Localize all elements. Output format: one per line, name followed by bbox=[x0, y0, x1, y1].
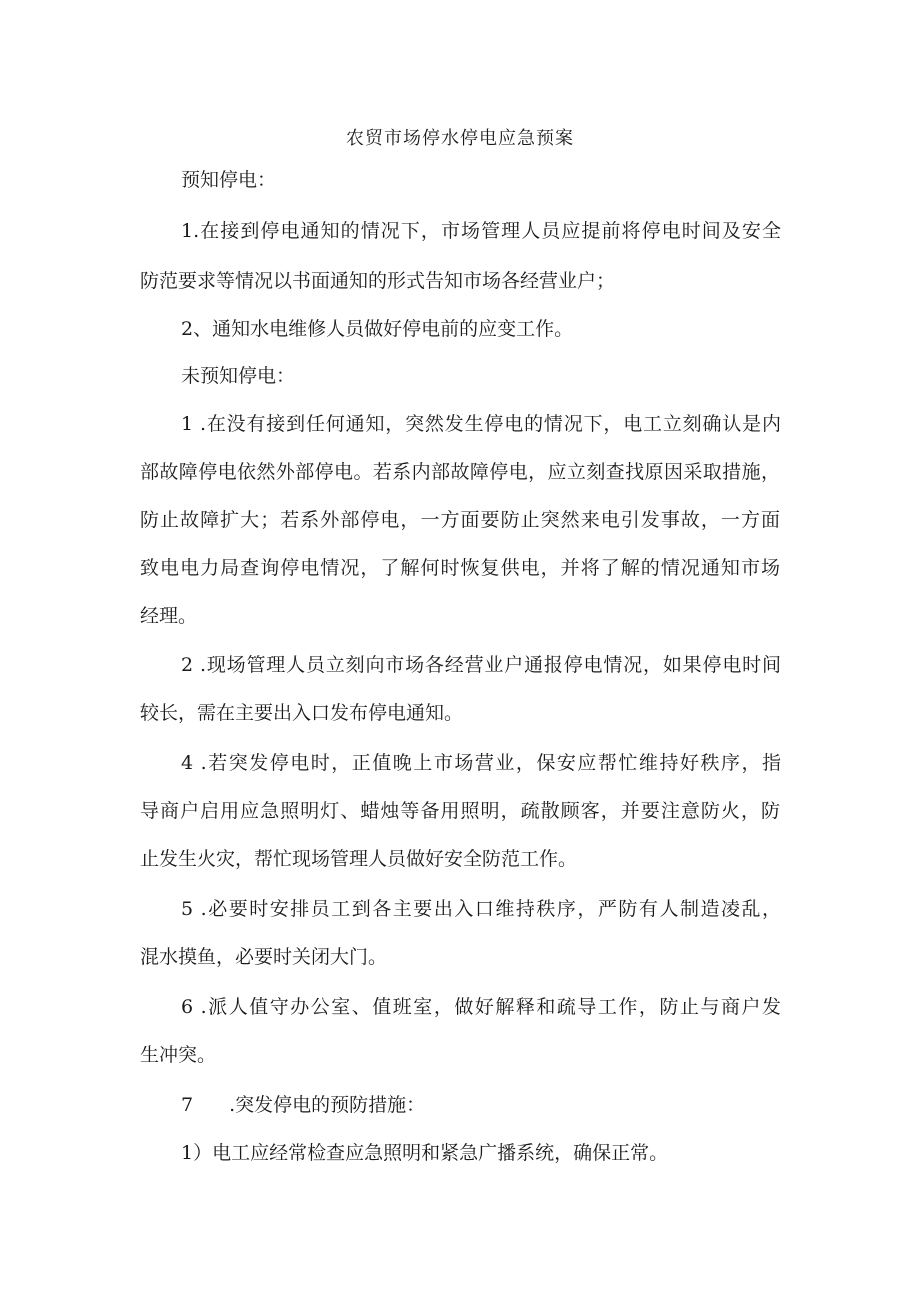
section-heading-unplanned-outage: 未预知停电： bbox=[181, 365, 296, 387]
paragraph-line: 致电电力局查询停电情况，了解何时恢复供电，并将了解的情况通知市场 bbox=[140, 557, 780, 579]
paragraph-line: 混水摸鱼，必要时关闭大门。 bbox=[140, 946, 388, 968]
paragraph-line: 1 .在没有接到任何通知，突然发生停电的情况下，电工立刻确认是内 bbox=[181, 413, 781, 435]
paragraph-line: 2 .现场管理人员立刻向市场各经营业户通报停电情况，如果停电时间 bbox=[181, 654, 781, 676]
paragraph-line: 较长，需在主要出入口发布停电通知。 bbox=[140, 702, 464, 724]
item-7-line bbox=[181, 1091, 425, 1119]
paragraph-line: 2、通知水电维修人员做好停电前的应变工作。 bbox=[181, 318, 574, 340]
paragraph-line: 4 .若突发停电时，正值晚上市场营业，保安应帮忙维持好秩序，指 bbox=[181, 752, 781, 774]
paragraph-line: 部故障停电依然外部停电。若系内部故障停电，应立刻查找原因采取措施， bbox=[140, 461, 780, 483]
item-7-text: .突发停电的预防措施： bbox=[229, 1094, 426, 1116]
paragraph-line: 6 .派人值守办公室、值班室，做好解释和疏导工作，防止与商户发 bbox=[181, 996, 781, 1018]
paragraph-line: 防范要求等情况以书面通知的形式告知市场各经营业户； bbox=[140, 270, 616, 292]
paragraph-line: 经理。 bbox=[140, 605, 198, 627]
paragraph-line: 防止故障扩大；若系外部停电，一方面要防止突然来电引发事故，一方面 bbox=[140, 509, 780, 531]
item-7-number: 7 bbox=[181, 1094, 194, 1116]
section-heading-planned-outage: 预知停电： bbox=[181, 169, 277, 191]
paragraph-line: 1）电工应经常检查应急照明和紧急广播系统，确保正常。 bbox=[181, 1142, 669, 1164]
paragraph-line: 导商户启用应急照明灯、蜡烛等备用照明，疏散顾客，并要注意防火，防 bbox=[140, 800, 780, 822]
paragraph-line: 1.在接到停电通知的情况下，市场管理人员应提前将停电时间及安全 bbox=[181, 220, 781, 242]
paragraph-line: 5 .必要时安排员工到各主要出入口维持秩序，严防有人制造凌乱， bbox=[181, 898, 781, 920]
document-title: 农贸市场停水停电应急预案 bbox=[346, 128, 574, 149]
paragraph-line: 生冲突。 bbox=[140, 1044, 217, 1066]
paragraph-line: 止发生火灾，帮忙现场管理人员做好安全防范工作。 bbox=[140, 848, 578, 870]
